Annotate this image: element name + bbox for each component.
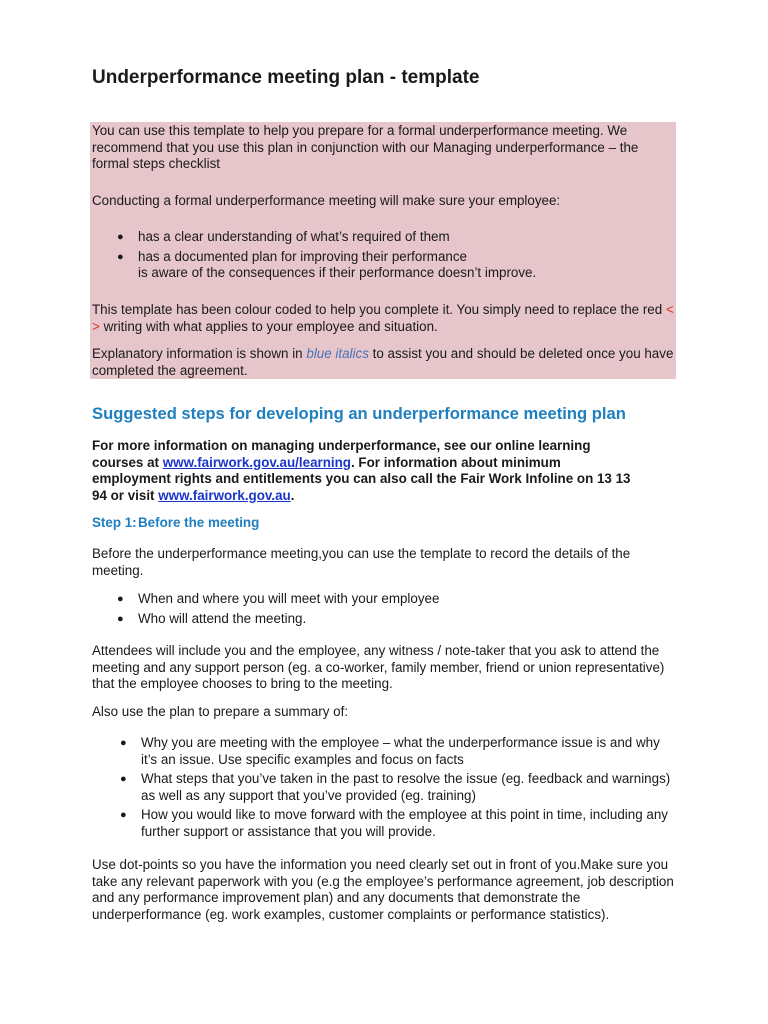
intro-bullet-list bbox=[117, 229, 668, 282]
intro-paragraph-2: Conducting a formal underperformance meeting will make sure your employee: bbox=[92, 193, 561, 208]
intro-paragraph-4: Explanatory information is shown in blue italics to assist you and should be deleted once you have completed the agreement. bbox=[92, 346, 674, 378]
red-placeholder-marker: < > bbox=[92, 302, 674, 334]
step-1-bullet-list-1 bbox=[117, 591, 668, 627]
bullet-icon: ● bbox=[120, 809, 127, 821]
bullet-icon: ● bbox=[117, 612, 124, 625]
step-number: Step 1: bbox=[92, 515, 137, 530]
list-item: ● has a documented plan for improving their performance bbox=[117, 248, 467, 264]
bullet-icon: ● bbox=[120, 737, 127, 749]
step-1-paragraph-2: Attendees will include you and the employee, any witness / note-taker that you ask to attend the meeting and any support person (eg. a co-worker, family member, friend or union representative) that the employee chooses to bring to the meeting. bbox=[92, 643, 665, 691]
step-1-paragraph-3: Also use the plan to prepare a summary of: bbox=[92, 704, 349, 719]
step-title: Before the meeting bbox=[138, 515, 260, 530]
bullet-icon: ● bbox=[117, 593, 124, 605]
intro-paragraph-3: This template has been colour coded to help you complete it. You simply need to replace the red < > writing with what applies to your employee and situation. bbox=[92, 302, 674, 334]
step-1-paragraph-4: Use dot-points so you have the information you need clearly set out in front of you.Make sure you take any relevant paperwork with you (e.g the employee’s performance agreement, job description and any performance improvement plan) and any documents that demonstrate the underperformance (eg. work examples, customer complaints or performance statistics). bbox=[92, 857, 674, 922]
page-title: Underperformance meeting plan - template bbox=[92, 67, 480, 88]
bullet-icon: ● bbox=[117, 250, 124, 263]
fairwork-link[interactable]: www.fairwork.gov.au bbox=[158, 487, 291, 503]
bullet-icon: ● bbox=[120, 773, 127, 785]
blue-italics-sample: blue italics bbox=[306, 346, 369, 361]
section-heading: Suggested steps for developing an underperformance meeting plan bbox=[92, 404, 626, 423]
list-item: ● Why you are meeting with the employee – what the underperformance issue is and why it’s an issue. Use specific examples and focus on facts bbox=[120, 735, 660, 767]
step-1-paragraph-1: Before the underperformance meeting,you can use the template to record the details of the meeting. bbox=[92, 546, 631, 578]
list-item: ● When and where you will meet with your employee bbox=[117, 591, 440, 606]
learning-link[interactable]: www.fairwork.gov.au/learning bbox=[162, 454, 351, 470]
list-item: ● has a clear understanding of what’s required of them bbox=[117, 229, 450, 244]
step-1-heading bbox=[92, 515, 259, 532]
intro-paragraph-1: You can use this template to help you prepare for a formal underperformance meeting. We recommend that you use this plan in conjunction with our Managing underperformance – the formal steps checklist bbox=[92, 123, 639, 171]
list-item: ● How you would like to move forward with the employee at this point in time, including any further support or assistance that you will provide. bbox=[120, 807, 668, 839]
list-item: ● Who will attend the meeting. bbox=[117, 610, 307, 626]
bullet-icon: ● bbox=[117, 231, 124, 243]
info-paragraph: For more information on managing underperformance, see our online learning courses at www.fairwork.gov.au/learning. For information about minimum employment rights and entitlements you can also call the Fair Work Infoline on 13 13 94 or visit www.fairwork.gov.au. bbox=[92, 438, 631, 503]
list-item-continuation: is aware of the consequences if their performance doesn’t improve. bbox=[138, 265, 537, 280]
step-1-bullet-list-2 bbox=[120, 735, 673, 840]
list-item: ● What steps that you’ve taken in the past to resolve the issue (eg. feedback and warnings) as well as any support that you’ve provided (eg. training) bbox=[120, 771, 671, 803]
